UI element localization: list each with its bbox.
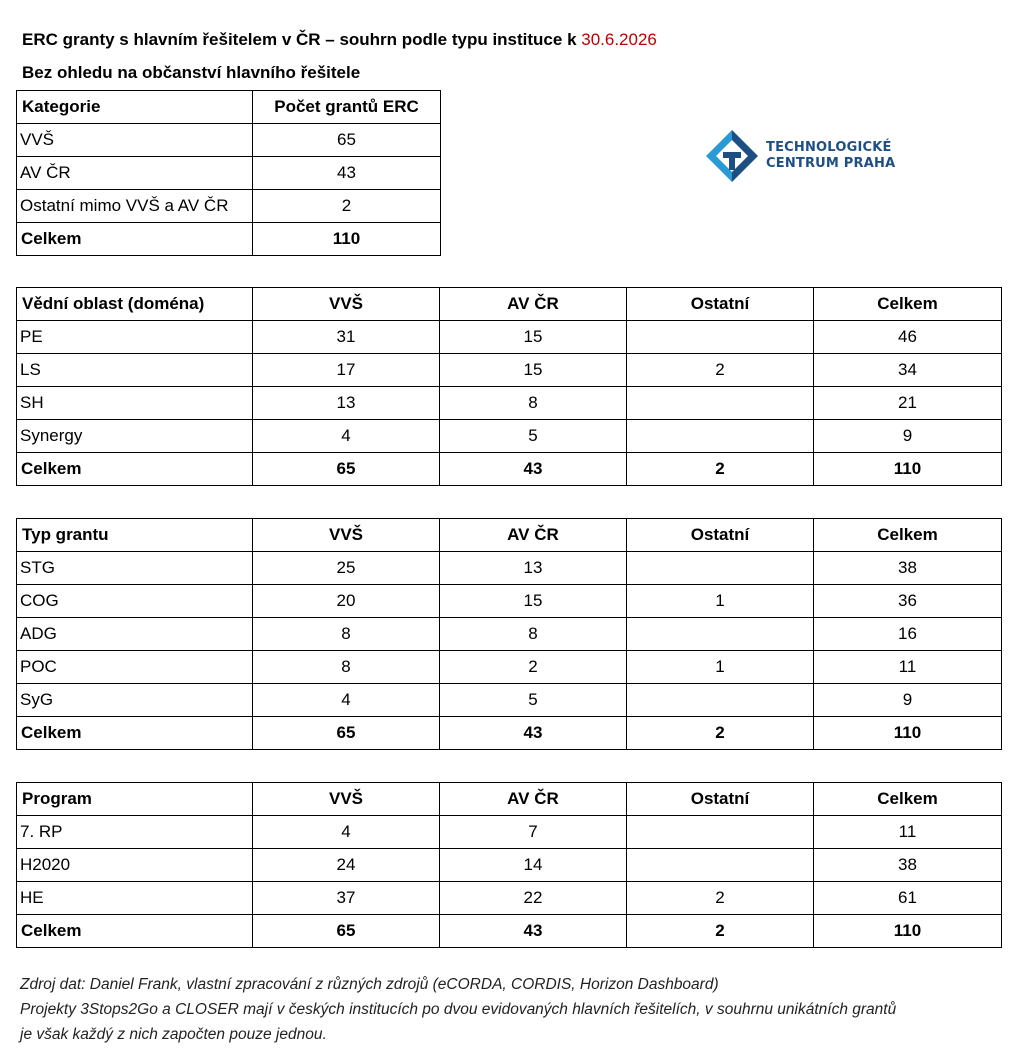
table-row bbox=[17, 321, 1002, 354]
table-header-row bbox=[17, 783, 1002, 816]
row-label: COG bbox=[17, 585, 253, 618]
row-label: Celkem bbox=[17, 915, 253, 948]
table-cell bbox=[627, 618, 814, 651]
row-label: AV ČR bbox=[17, 157, 253, 190]
row-label: PE bbox=[17, 321, 253, 354]
row-label: VVŠ bbox=[17, 124, 253, 157]
row-label: Ostatní mimo VVŠ a AV ČR bbox=[17, 190, 253, 223]
column-header: Kategorie bbox=[17, 91, 253, 124]
table-cell: 2 bbox=[627, 354, 814, 387]
table-cell: 7 bbox=[440, 816, 627, 849]
column-header: Celkem bbox=[814, 288, 1002, 321]
page-subtitle: Bez ohledu na občanství hlavního řešitele bbox=[22, 63, 361, 82]
table-cell: 4 bbox=[253, 420, 440, 453]
table-row bbox=[17, 849, 1002, 882]
table-cell: 9 bbox=[814, 420, 1002, 453]
table-cell bbox=[627, 552, 814, 585]
column-header: AV ČR bbox=[440, 783, 627, 816]
table-cell: 11 bbox=[814, 651, 1002, 684]
table-row bbox=[17, 420, 1002, 453]
table-cell: 36 bbox=[814, 585, 1002, 618]
table-cell: 4 bbox=[253, 684, 440, 717]
column-header: VVŠ bbox=[253, 288, 440, 321]
table-cell: 2 bbox=[627, 915, 814, 948]
table-cell: 21 bbox=[814, 387, 1002, 420]
title-text: ERC granty s hlavním řešitelem v ČR – souhrn podle typu instituce k bbox=[22, 30, 582, 49]
table-header-row bbox=[17, 288, 1002, 321]
table-cell: 13 bbox=[440, 552, 627, 585]
table-cell: 24 bbox=[253, 849, 440, 882]
column-header: Ostatní bbox=[627, 519, 814, 552]
table-cell: 37 bbox=[253, 882, 440, 915]
table-cell: 65 bbox=[253, 717, 440, 750]
table-cell: 34 bbox=[814, 354, 1002, 387]
row-label: H2020 bbox=[17, 849, 253, 882]
table-cell bbox=[627, 420, 814, 453]
row-label: Celkem bbox=[17, 717, 253, 750]
table-cell: 5 bbox=[440, 684, 627, 717]
page-title bbox=[22, 30, 657, 50]
column-header: Ostatní bbox=[627, 288, 814, 321]
table-cell: 38 bbox=[814, 552, 1002, 585]
total-row bbox=[17, 717, 1002, 750]
table-cell: 16 bbox=[814, 618, 1002, 651]
column-header: Program bbox=[17, 783, 253, 816]
table-cell: 43 bbox=[440, 915, 627, 948]
table-row bbox=[17, 585, 1002, 618]
table-row bbox=[17, 684, 1002, 717]
table-row bbox=[17, 387, 1002, 420]
row-label: SyG bbox=[17, 684, 253, 717]
total-row bbox=[17, 915, 1002, 948]
table-cell: 2 bbox=[627, 453, 814, 486]
table-cell bbox=[627, 816, 814, 849]
row-label: Synergy bbox=[17, 420, 253, 453]
table-cell: 8 bbox=[440, 387, 627, 420]
table-header-row bbox=[17, 91, 441, 124]
table-cell: 43 bbox=[440, 453, 627, 486]
row-label: SH bbox=[17, 387, 253, 420]
row-label: POC bbox=[17, 651, 253, 684]
table-cell: 31 bbox=[253, 321, 440, 354]
table-cell: 8 bbox=[440, 618, 627, 651]
table-cell: 13 bbox=[253, 387, 440, 420]
table-cell: 1 bbox=[627, 651, 814, 684]
column-header: Počet grantů ERC bbox=[253, 91, 441, 124]
table-row bbox=[17, 124, 441, 157]
table-cell: 65 bbox=[253, 453, 440, 486]
row-label: HE bbox=[17, 882, 253, 915]
table-cell: 2 bbox=[627, 717, 814, 750]
table-row bbox=[17, 157, 441, 190]
projects-note-continued: je však každý z nich započten pouze jednou. bbox=[20, 1026, 327, 1043]
table-cell: 65 bbox=[253, 124, 441, 157]
table-cell: 46 bbox=[814, 321, 1002, 354]
title-date: 30.6.2026 bbox=[581, 30, 657, 49]
table-cell: 4 bbox=[253, 816, 440, 849]
table-cell bbox=[627, 321, 814, 354]
table-cell: 8 bbox=[253, 618, 440, 651]
table-cell: 110 bbox=[814, 717, 1002, 750]
table-cell: 65 bbox=[253, 915, 440, 948]
table-cell: 15 bbox=[440, 321, 627, 354]
table-row bbox=[17, 618, 1002, 651]
table-cell: 15 bbox=[440, 354, 627, 387]
table-row bbox=[17, 816, 1002, 849]
table-cell: 110 bbox=[814, 453, 1002, 486]
table-cell: 38 bbox=[814, 849, 1002, 882]
table-row bbox=[17, 354, 1002, 387]
table-cell: 110 bbox=[814, 915, 1002, 948]
column-header: Celkem bbox=[814, 519, 1002, 552]
table-row bbox=[17, 651, 1002, 684]
projects-note: Projekty 3Stops2Go a CLOSER mají v českých institucích po dvou evidovaných hlavních řešitelích, v souhrnu unikátních grantů bbox=[20, 1001, 897, 1018]
table-cell: 43 bbox=[253, 157, 441, 190]
table-cell: 1 bbox=[627, 585, 814, 618]
column-header: AV ČR bbox=[440, 288, 627, 321]
table-cell: 2 bbox=[440, 651, 627, 684]
table-cell: 22 bbox=[440, 882, 627, 915]
program-table bbox=[16, 782, 1002, 948]
total-row bbox=[17, 223, 441, 256]
column-header: Typ grantu bbox=[17, 519, 253, 552]
row-label: 7. RP bbox=[17, 816, 253, 849]
table-cell: 43 bbox=[440, 717, 627, 750]
table-row bbox=[17, 552, 1002, 585]
table-cell: 17 bbox=[253, 354, 440, 387]
table-cell bbox=[627, 849, 814, 882]
table-cell: 14 bbox=[440, 849, 627, 882]
table-cell bbox=[627, 684, 814, 717]
footnotes bbox=[20, 972, 1005, 1047]
category-table bbox=[16, 90, 441, 256]
table-cell: 11 bbox=[814, 816, 1002, 849]
table-cell: 8 bbox=[253, 651, 440, 684]
row-label: Celkem bbox=[17, 453, 253, 486]
domain-table bbox=[16, 287, 1002, 486]
table-cell: 25 bbox=[253, 552, 440, 585]
column-header: AV ČR bbox=[440, 519, 627, 552]
table-cell: 61 bbox=[814, 882, 1002, 915]
column-header: VVŠ bbox=[253, 519, 440, 552]
table-cell bbox=[627, 387, 814, 420]
table-cell: 20 bbox=[253, 585, 440, 618]
grant-type-table bbox=[16, 518, 1002, 750]
tc-logo-icon bbox=[704, 128, 760, 184]
total-row bbox=[17, 453, 1002, 486]
column-header: Ostatní bbox=[627, 783, 814, 816]
table-cell: 9 bbox=[814, 684, 1002, 717]
technologicke-centrum-logo bbox=[704, 128, 904, 184]
row-label: LS bbox=[17, 354, 253, 387]
logo-line-1: TECHNOLOGICKÉ bbox=[766, 140, 892, 155]
row-label: STG bbox=[17, 552, 253, 585]
logo-text bbox=[766, 140, 895, 172]
column-header: Vědní oblast (doména) bbox=[17, 288, 253, 321]
table-cell: 2 bbox=[253, 190, 441, 223]
table-header-row bbox=[17, 519, 1002, 552]
table-cell: 110 bbox=[253, 223, 441, 256]
column-header: VVŠ bbox=[253, 783, 440, 816]
table-cell: 5 bbox=[440, 420, 627, 453]
table-cell: 2 bbox=[627, 882, 814, 915]
row-label: Celkem bbox=[17, 223, 253, 256]
source-note: Zdroj dat: Daniel Frank, vlastní zpracování z různých zdrojů (eCORDA, CORDIS, Horizon Dashboard) bbox=[20, 976, 719, 993]
table-row bbox=[17, 882, 1002, 915]
column-header: Celkem bbox=[814, 783, 1002, 816]
logo-line-2: CENTRUM PRAHA bbox=[766, 156, 896, 171]
table-cell: 15 bbox=[440, 585, 627, 618]
table-row bbox=[17, 190, 441, 223]
row-label: ADG bbox=[17, 618, 253, 651]
